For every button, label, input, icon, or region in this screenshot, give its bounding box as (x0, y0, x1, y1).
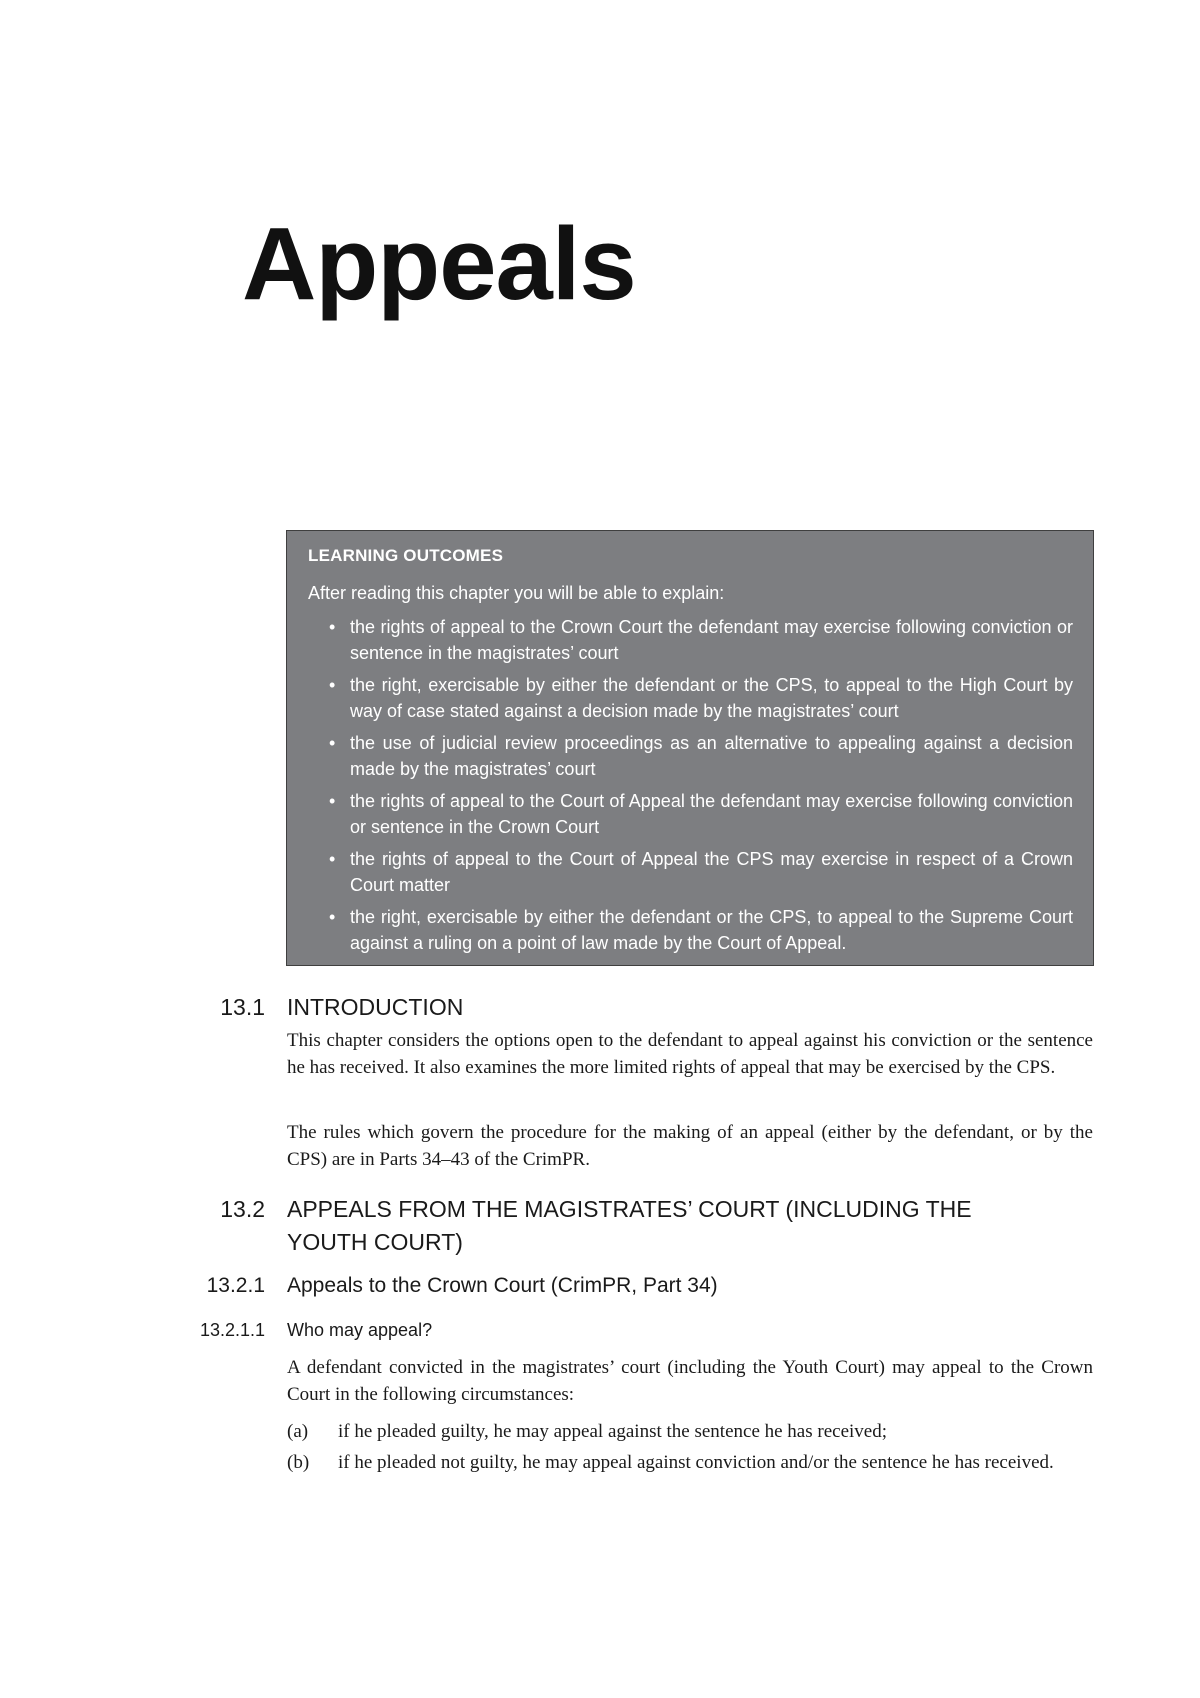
who-may-appeal-paragraph: A defendant convicted in the magistrates’ court (including the Youth Court) may appeal to the Crown Court in the following circumstances: (287, 1357, 1093, 1405)
learning-outcomes-list (308, 614, 1073, 956)
list-item-b: if he pleaded not guilty, he may appeal against conviction and/or the sentence he has received. (338, 1452, 1054, 1473)
list-item-a: if he pleaded guilty, he may appeal against the sentence he has received; (338, 1421, 888, 1442)
intro-paragraph-1: This chapter considers the options open to the defendant to appeal against his conviction or the sentence he has received. It also examines the more limited rights of appeal that may be exercised by the CPS. (287, 1030, 1093, 1078)
learning-outcome-item: • the rights of appeal to the Court of Appeal the defendant may exercise following conviction or sentence in the Crown Court (308, 788, 1073, 840)
section-heading-appeals-magistrates-line-1: APPEALS FROM THE MAGISTRATES’ COURT (INCLUDING THE (287, 1196, 972, 1222)
learning-outcome-item: • the use of judicial review proceedings as an alternative to appealing against a decision made by the magistrates’ court (308, 730, 1073, 782)
section-heading-appeals-magistrates-line-2: YOUTH COURT) (287, 1229, 463, 1255)
list-marker-a: (a) (287, 1421, 309, 1442)
section-number-13-2-1-1: 13.2.1.1 (199, 1320, 265, 1340)
learning-outcome-item: • the rights of appeal to the Crown Court the defendant may exercise following conviction or sentence in the magistrates’ court (308, 614, 1073, 666)
section-number-13-2: 13.2 (220, 1196, 265, 1222)
subsubsection-heading-who-may-appeal: Who may appeal? (287, 1320, 433, 1340)
section-heading-introduction: INTRODUCTION (287, 994, 464, 1020)
chapter-title: Appeals (242, 206, 636, 321)
subsection-heading-appeals-crown-court: Appeals to the Crown Court (CrimPR, Part 34) (287, 1274, 718, 1297)
learning-outcome-item: • the right, exercisable by either the defendant or the CPS, to appeal to the Supreme Court against a ruling on a point of law made by the Court of Appeal. (308, 904, 1073, 956)
list-marker-b: (b) (287, 1452, 310, 1473)
section-number-13-1: 13.1 (220, 994, 265, 1020)
learning-outcomes-intro: After reading this chapter you will be able to explain: (308, 583, 725, 603)
section-number-13-2-1: 13.2.1 (206, 1274, 265, 1297)
learning-outcome-item: • the right, exercisable by either the defendant or the CPS, to appeal to the High Court by way of case stated against a decision made by the magistrates’ court (308, 672, 1073, 724)
learning-outcome-item: • the rights of appeal to the Court of Appeal the CPS may exercise in respect of a Crown Court matter (308, 846, 1073, 898)
learning-outcomes-heading: LEARNING OUTCOMES (308, 546, 504, 565)
intro-paragraph-2: The rules which govern the procedure for the making of an appeal (either by the defendant, or by the CPS) are in Parts 34–43 of the CrimPR. (287, 1122, 1093, 1170)
learning-outcomes-box (286, 530, 1094, 966)
